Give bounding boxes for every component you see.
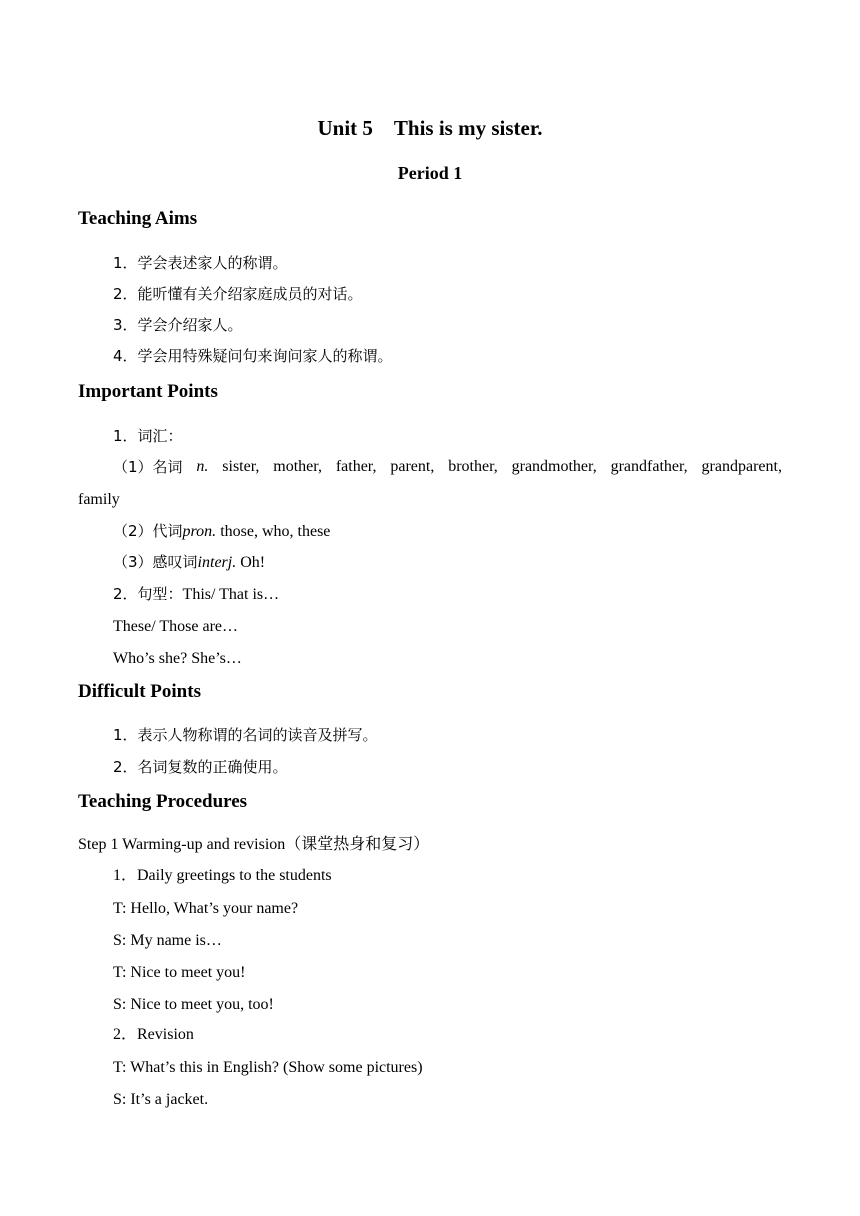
procedure-item: 2．Revision <box>113 1026 194 1043</box>
aim-item: 2．能听懂有关介绍家庭成员的对话。 <box>113 285 363 303</box>
dialogue-line: S: My name is… <box>113 932 222 949</box>
noun-list-line <box>113 457 782 477</box>
pronoun-words: those, who, these <box>220 523 331 540</box>
section-heading-important-points: Important Points <box>78 381 218 402</box>
pronoun-pos: pron. <box>182 523 217 540</box>
period-label: Period 1 <box>397 163 463 183</box>
noun-prefix: （1）名词 <box>113 458 183 476</box>
step-heading: Step 1 Warming-up and revision（课堂热身和复习） <box>78 836 430 853</box>
pronoun-line <box>113 521 330 542</box>
dialogue-line: S: Nice to meet you, too! <box>113 996 274 1013</box>
sentence-pattern: This/ That is… <box>182 586 280 603</box>
interjection-prefix: （3）感叹词 <box>113 553 198 571</box>
difficult-item: 2．名词复数的正确使用。 <box>113 758 288 776</box>
interjection-pos: interj. <box>197 554 237 571</box>
section-heading-teaching-procedures: Teaching Procedures <box>78 791 248 812</box>
noun-pos: n. <box>196 458 209 475</box>
noun-word: grandfather, <box>610 458 688 475</box>
dialogue-line: S: It’s a jacket. <box>113 1091 209 1108</box>
sentence-pattern: Who’s she? She’s… <box>113 650 242 667</box>
noun-word: grandparent, <box>701 458 782 475</box>
difficult-item: 1．表示人物称谓的名词的读音及拼写。 <box>113 726 378 744</box>
noun-word: brother, <box>448 458 498 475</box>
section-heading-difficult-points: Difficult Points <box>78 681 201 702</box>
sentence-pattern: These/ Those are… <box>113 618 238 635</box>
noun-word: grandmother, <box>511 458 597 475</box>
aim-item: 3．学会介绍家人。 <box>113 316 243 334</box>
procedure-item: 1．Daily greetings to the students <box>113 867 332 884</box>
dialogue-line: T: Nice to meet you! <box>113 964 246 981</box>
interjection-line <box>113 552 265 573</box>
vocabulary-label: 1．词汇： <box>113 427 183 445</box>
interjection-words: Oh! <box>240 554 266 571</box>
noun-word-wrapped: family <box>78 491 120 508</box>
page-title: Unit 5 This is my sister. <box>317 116 543 140</box>
noun-word: mother, <box>273 458 322 475</box>
sentence-pattern-label: 2．句型： <box>113 585 183 603</box>
noun-word: parent, <box>390 458 435 475</box>
pronoun-prefix: （2）代词 <box>113 522 183 540</box>
dialogue-line: T: Hello, What’s your name? <box>113 900 299 917</box>
aim-item: 4．学会用特殊疑问句来询问家人的称谓。 <box>113 347 393 365</box>
noun-word: sister, <box>222 458 260 475</box>
section-heading-teaching-aims: Teaching Aims <box>78 208 198 229</box>
dialogue-line: T: What’s this in English? (Show some pictures) <box>113 1059 423 1076</box>
aim-item: 1．学会表述家人的称谓。 <box>113 254 288 272</box>
sentence-pattern-line <box>113 584 279 605</box>
noun-word: father, <box>335 458 377 475</box>
